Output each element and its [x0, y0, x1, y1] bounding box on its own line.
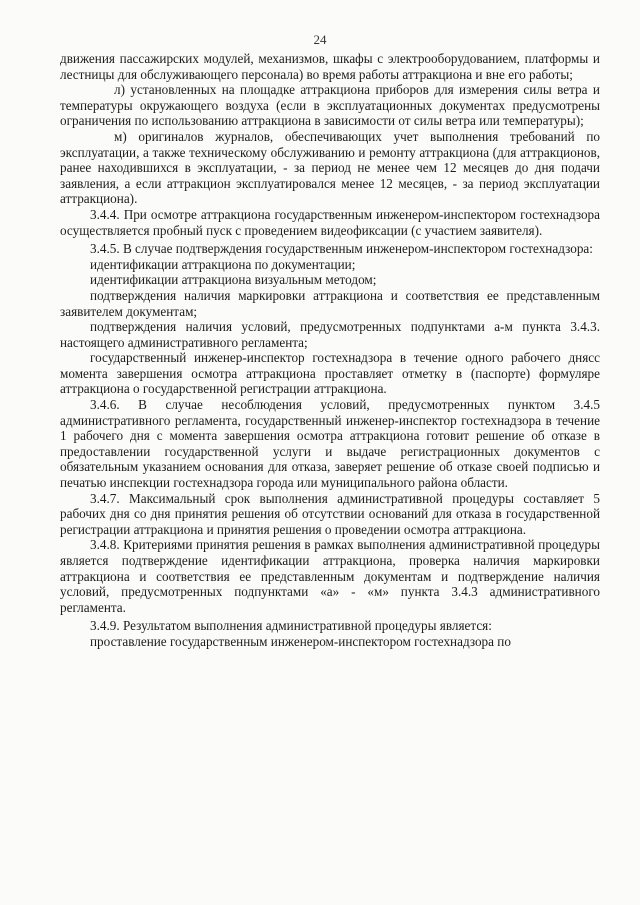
paragraph-result-item: проставление государственным инженером-инспектором гостехнадзора по: [90, 633, 511, 649]
list-item-marking: подтверждения наличия маркировки аттракциона и соответствия ее представленным заявителем документам;: [60, 287, 600, 319]
page-number: 24: [313, 32, 327, 47]
paragraph-3-4-4: 3.4.4. При осмотре аттракциона государственным инженером-инспектором гостехнадзора осуществляется пробный пуск с проведением видеофиксации (с участием заявителя).: [60, 206, 600, 238]
paragraph-item-l: л) установленных на площадке аттракциона приборов для измерения силы ветра и температуры окружающего воздуха (если в эксплуатационных документах предусмотрены ограничения по использованию аттракциона в зависимости от силы ветра или температуры);: [60, 82, 600, 129]
document-body: [60, 51, 600, 650]
paragraph-continuation: движения пассажирских модулей, механизмов, шкафы с электрооборудованием, платформы и лестницы для обслуживающего персонала) во время работы аттракциона и вне его работы;: [60, 51, 600, 82]
paragraph-item-m: м) оригиналов журналов, обеспечивающих учет выполнения требований по эксплуатации, а также техническому обслуживанию и ремонту аттракциона (для аттракционов, ранее находившихся в эксплуатации, - за период не менее чем 12 месяцев до дня подачи заявления, а если аттракцион эксплуатировался менее 12 месяцев, - за период эксплуатации аттракциона).: [60, 128, 600, 207]
list-item-identification-docs: идентификации аттракциона по документации;: [90, 256, 356, 272]
paragraph-3-4-7: 3.4.7. Максимальный срок выполнения административной процедуры составляет 5 рабочих дня со дня принятия решения об отсутствии оснований для отказа в государственной регистрации аттракциона и принятия решения о проведении осмотра аттракциона.: [60, 490, 600, 537]
paragraph-3-4-6: 3.4.6. В случае несоблюдения условий, предусмотренных пунктом 3.4.5 административного регламента, государственный инженер-инспектор гостехнадзора в течение 1 рабочего дня с момента завершения осмотра аттракциона готовит решение об отказе в предоставлении государственной услуги и выдаче регистрационных документов с обязательным указанием основания для отказа, заверяет решение об отказе своей подписью и печатью инспекции гостехнадзора города или муниципального района области.: [60, 397, 600, 491]
list-item-conditions: подтверждения наличия условий, предусмотренных подпунктами а-м пункта 3.4.3. настоящего административного регламента;: [60, 319, 600, 350]
paragraph-3-4-9: 3.4.9. Результатом выполнения административной процедуры является:: [90, 618, 492, 634]
list-item-inspector-mark: государственный инженер-инспектор гостехнадзора в течение одного рабочего днясс момента завершения осмотра аттракциона проставляет отметку в (паспорте) формуляре аттракциона о государственной регистрации аттракциона.: [60, 350, 600, 397]
paragraph-3-4-8: 3.4.8. Критериями принятия решения в рамках выполнения административной процедуры является подтверждение идентификации аттракциона, проверка наличия маркировки аттракциона и соответствия ее представленным документам и подтверждение наличия условий, предусмотренных подпунктами «а» - «м» пункта 3.4.3 административного регламента.: [60, 537, 600, 615]
paragraph-3-4-5: 3.4.5. В случае подтверждения государственным инженером-инспектором гостехнадзора:: [90, 241, 593, 257]
list-item-identification-visual: идентификации аттракциона визуальным методом;: [90, 272, 377, 288]
